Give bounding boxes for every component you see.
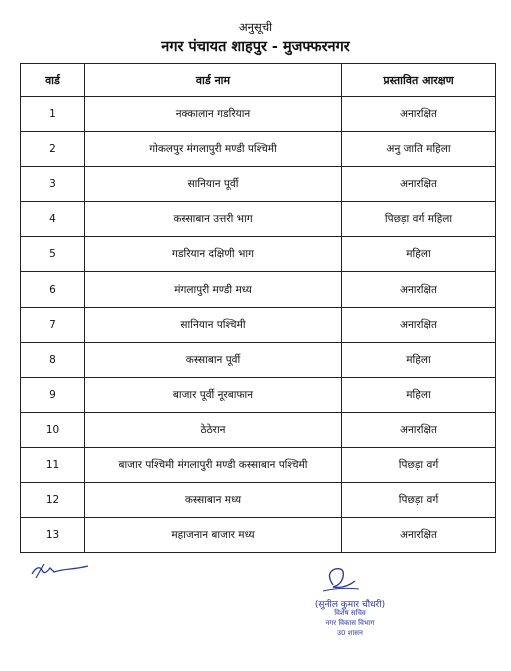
- ward-number: 7: [21, 307, 85, 342]
- table-row: [21, 132, 496, 167]
- ward-number: 13: [21, 518, 85, 553]
- reservation-status: अनारक्षित: [342, 97, 496, 132]
- signature-scribble: [315, 563, 365, 595]
- table-row: [21, 518, 496, 553]
- signatory-designation: विशेष सचिव: [334, 609, 366, 617]
- ward-name: सानियान पश्चिमी: [85, 307, 342, 342]
- reservation-status: पिछड़ा वर्ग महिला: [342, 202, 496, 237]
- table-row: [21, 167, 496, 202]
- column-header-reservation: प्रस्तावित आरक्षण: [342, 64, 496, 97]
- ward-name: कस्साबान मध्य: [85, 483, 342, 518]
- reservation-status: अनारक्षित: [342, 307, 496, 342]
- reservation-status: महिला: [342, 377, 496, 412]
- ward-name: गोकलपुर मंगलापुरी मण्डी पश्चिमी: [85, 132, 342, 167]
- ward-number: 2: [21, 132, 85, 167]
- document-title: नगर पंचायत शाहपुर - मुजफ्फरनगर: [161, 39, 350, 55]
- ward-name: मंगलापुरी मण्डी मध्य: [85, 272, 342, 307]
- schedule-heading: अनुसूची: [238, 20, 273, 34]
- table-row: [21, 307, 496, 342]
- ward-name: नक्कालान गडरियान: [85, 97, 342, 132]
- reservation-status: पिछड़ा वर्ग: [342, 483, 496, 518]
- reservation-status: अनारक्षित: [342, 167, 496, 202]
- ward-name: गडरियान दक्षिणी भाग: [85, 237, 342, 272]
- reservation-status: पिछड़ा वर्ग: [342, 447, 496, 482]
- ward-number: 4: [21, 202, 85, 237]
- ward-name: सानियान पूर्वी: [85, 167, 342, 202]
- table-row: [21, 377, 496, 412]
- table-row: [21, 202, 496, 237]
- column-header-ward: वार्ड: [21, 64, 85, 97]
- ward-number: 5: [21, 237, 85, 272]
- reservation-status: महिला: [342, 342, 496, 377]
- table-row: [21, 237, 496, 272]
- ward-name: कस्साबान उत्तरी भाग: [85, 202, 342, 237]
- ward-number: 9: [21, 377, 85, 412]
- table-row: [21, 342, 496, 377]
- ward-name: बाजार पश्चिमी मंगलापुरी मण्डी कस्साबान पश्चिमी: [85, 447, 342, 482]
- table-row: [21, 447, 496, 482]
- ward-number: 12: [21, 483, 85, 518]
- ward-number: 1: [21, 97, 85, 132]
- table-row: [21, 97, 496, 132]
- reservation-status: अनारक्षित: [342, 412, 496, 447]
- ward-number: 10: [21, 412, 85, 447]
- table-row: [21, 412, 496, 447]
- ward-number: 8: [21, 342, 85, 377]
- ward-number: 6: [21, 272, 85, 307]
- ward-name: महाजनान बाजार मध्य: [85, 518, 342, 553]
- column-header-ward-name: वार्ड नाम: [85, 64, 342, 97]
- signatory-department: नगर विकास विभाग: [325, 619, 375, 627]
- table-header-row: [21, 64, 496, 97]
- table-row: [21, 272, 496, 307]
- ward-name: ठेठेरान: [85, 412, 342, 447]
- reservation-status: महिला: [342, 237, 496, 272]
- ward-reservation-table: [20, 63, 496, 553]
- ward-number: 11: [21, 447, 85, 482]
- reservation-status: अनारक्षित: [342, 518, 496, 553]
- reservation-status: अनु जाति महिला: [342, 132, 496, 167]
- reservation-status: अनारक्षित: [342, 272, 496, 307]
- official-signature-stamp: [285, 563, 415, 658]
- signatory-name: (सुनील कुमार चौधरी): [314, 600, 386, 610]
- ward-name: कस्साबान पूर्वी: [85, 342, 342, 377]
- initials-signature: [30, 560, 90, 582]
- signatory-office: उ0 शासन: [337, 629, 363, 637]
- table-row: [21, 483, 496, 518]
- ward-number: 3: [21, 167, 85, 202]
- ward-name: बाजार पूर्वी नूरबाफान: [85, 377, 342, 412]
